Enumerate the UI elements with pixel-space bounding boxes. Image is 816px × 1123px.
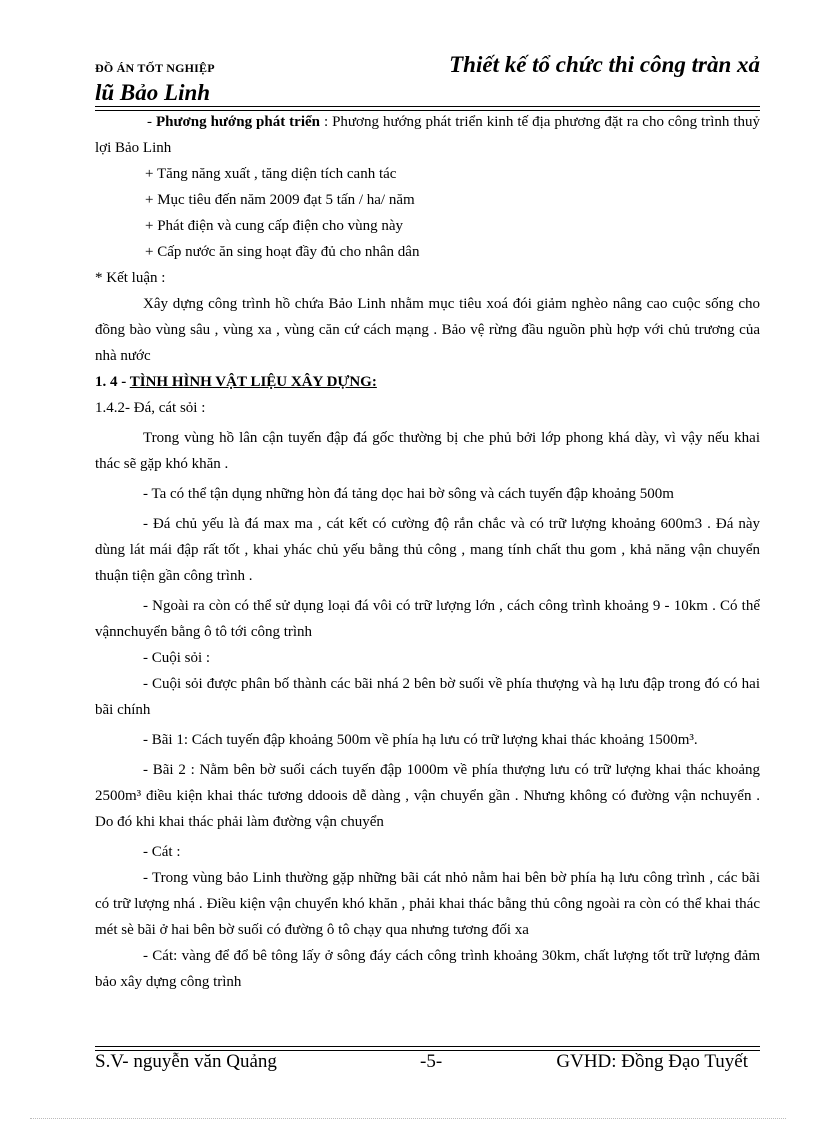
page-body bbox=[95, 109, 760, 995]
gravel-paragraph: - Bãi 2 : Nằm bên bờ suối cách tuyến đập 1000m về phía thượng lưu có trữ lượng khai thác khoảng 2500m³ điều kiện khai thác tương ddoois dễ dàng , vận chuyển gần . Nhưng không có đường vận nchuyển . Do đó khi khai thác phải làm đường vận chuyển bbox=[95, 762, 760, 830]
sand-label: - Cát : bbox=[143, 844, 181, 860]
sand-paragraph: - Cát: vàng để đổ bê tông lấy ở sông đáy cách công trình khoảng 30km, chất lượng tốt trữ lượng đảm bảo xây dựng công trình bbox=[95, 948, 760, 990]
gravel-paragraph: - Bãi 1: Cách tuyến đập khoảng 500m về phía hạ lưu có trữ lượng khai thác khoảng 1500m³. bbox=[143, 732, 698, 748]
footer-advisor: GVHD: Đồng Đạo Tuyết bbox=[556, 1051, 748, 1072]
stone-paragraph: - Ngoài ra còn có thể sử dụng loại đá vôi có trữ lượng lớn , cách công trình khoảng 9 - 10km . Có thể vậnnchuyển bằng ô tô tới công trình bbox=[95, 598, 760, 640]
stone-paragraph: Trong vùng hồ lân cận tuyến đập đá gốc thường bị che phủ bởi lớp phong khá dày, vì vậy nếu khai thác sẽ gặp khó khăn . bbox=[95, 430, 760, 472]
footer-student: S.V- nguyễn văn Quảng bbox=[95, 1051, 277, 1072]
section-title: TÌNH HÌNH VẬT LIỆU XÂY DỰNG: bbox=[129, 374, 377, 390]
gravel-label: - Cuội sỏi : bbox=[143, 650, 211, 666]
development-paragraph bbox=[95, 109, 760, 161]
dev-prefix: - bbox=[147, 114, 156, 130]
stone-paragraph: - Ta có thể tận dụng những hòn đá tảng dọc hai bờ sông và cách tuyến đập khoảng 500m bbox=[143, 486, 674, 502]
sand-paragraph: - Trong vùng bảo Linh thường gặp những bãi cát nhỏ nằm hai bên bờ phía hạ lưu công trình , các bãi có trữ lượng nhá . Điều kiện vận chuyển khó khăn , phải khai thác bằng thủ công ngoài ra còn có thể khai thác mét sè bãi ở hai bên bờ suối có đường ô tô chạy qua nhưng tương đối xa bbox=[95, 870, 760, 938]
page-edge-divider bbox=[30, 1118, 786, 1119]
dev-heading: Phương hướng phát triển bbox=[155, 114, 320, 130]
bullet-item: + Mục tiêu đến năm 2009 đạt 5 tấn / ha/ năm bbox=[145, 192, 415, 208]
bullet-item: + Phát điện và cung cấp điện cho vùng này bbox=[145, 218, 403, 234]
dev-text: : Phương hướng phát triển kinh tế địa phương đặt ra cho công trình thuỷ lợi Bảo Linh bbox=[95, 114, 761, 156]
footer-page-number: -5- bbox=[420, 1051, 443, 1072]
header-doc-type: ĐỒ ÁN TỐT NGHIỆP bbox=[95, 61, 215, 75]
subsection-heading: 1.4.2- Đá, cát sỏi : bbox=[95, 400, 206, 416]
section-heading bbox=[95, 369, 760, 395]
stone-paragraph: - Đá chủ yếu là đá max ma , cát kết có cường độ rắn chắc và có trữ lượng khoảng 600m3 . Đá này dùng lát mái đập rất tốt , khai yhác chủ yếu bằng thủ công , mang tính chất thu gom , khả năng vận chuyển thuận tiện gần công trình . bbox=[95, 516, 760, 584]
section-number: 1. 4 - bbox=[95, 374, 130, 390]
conclusion-label: * Kết luận : bbox=[95, 270, 166, 286]
conclusion-text: Xây dựng công trình hồ chứa Bảo Linh nhằm mục tiêu xoá đói giảm nghèo nâng cao cuộc sống cho đồng bào vùng sâu , vùng xa , vùng căn cứ cách mạng . Bảo vệ rừng đầu nguồn phù hợp với chủ trương của nhà nước bbox=[95, 296, 760, 364]
header-title: Thiết kế tổ chức thi công tràn xả bbox=[449, 52, 760, 77]
bullet-item: + Tăng năng xuất , tăng diện tích canh tác bbox=[145, 166, 397, 182]
page-header bbox=[95, 50, 760, 108]
gravel-paragraph: - Cuội sỏi được phân bố thành các bãi nhá 2 bên bờ suối về phía thượng và hạ lưu đập trong đó có hai bãi chính bbox=[95, 676, 760, 718]
bullet-item: + Cấp nước ăn sing hoạt đầy đủ cho nhân dân bbox=[145, 244, 420, 260]
page-footer bbox=[95, 1051, 760, 1081]
header-title-continued: lũ Bảo Linh bbox=[95, 80, 211, 105]
